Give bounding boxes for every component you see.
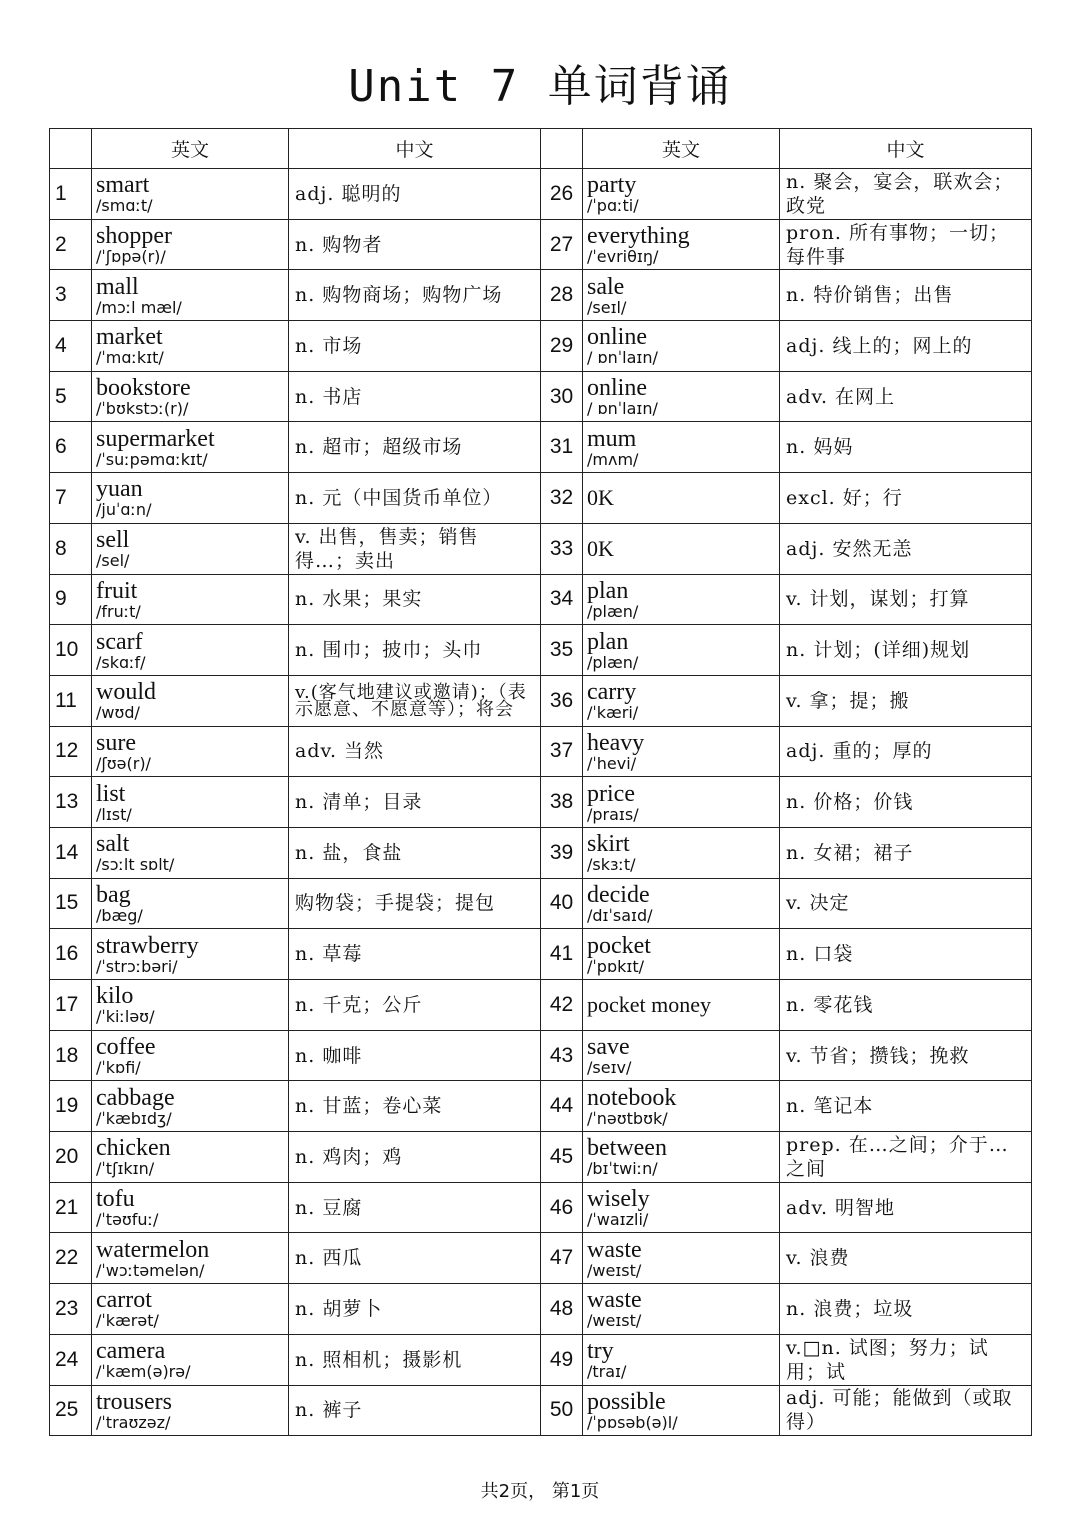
entry-number: 27	[541, 219, 583, 270]
phonetic: /skɑːf/	[96, 652, 146, 672]
phonetic: /ˈkæri/	[587, 703, 639, 723]
phonetic: /ˈtəʊfuː/	[96, 1210, 159, 1230]
entry-number: 22	[50, 1233, 92, 1284]
english-cell	[583, 574, 780, 625]
english-word: party	[587, 172, 637, 199]
chinese-meaning: adj. 线上的；网上的	[780, 321, 1032, 372]
english-cell	[583, 371, 780, 422]
english-word: fruit	[96, 577, 138, 604]
entry-number: 43	[541, 1030, 583, 1081]
english-word: heavy	[587, 729, 645, 756]
phonetic: /ˈtʃɪkɪn/	[96, 1159, 155, 1179]
table-row	[50, 1081, 1032, 1132]
chinese-meaning: n. 市场	[289, 321, 541, 372]
english-cell	[92, 321, 289, 372]
english-cell	[583, 1284, 780, 1335]
entry-number: 32	[541, 473, 583, 524]
phonetic: /weɪst/	[587, 1311, 642, 1331]
phonetic: /ˈkæm(ə)rə/	[96, 1362, 191, 1382]
chinese-meaning: n. 特价销售；出售	[780, 270, 1032, 321]
entry-number: 34	[541, 574, 583, 625]
table-row	[50, 625, 1032, 676]
english-word: camera	[96, 1338, 166, 1365]
chinese-meaning: n. 计划；(详细)规划	[780, 625, 1032, 676]
chinese-meaning: v. 出售，售卖；销售得…；卖出	[289, 523, 541, 574]
entry-number: 31	[541, 422, 583, 473]
table-row	[50, 1284, 1032, 1335]
english-cell	[92, 574, 289, 625]
english-cell	[92, 1132, 289, 1183]
entry-number: 14	[50, 827, 92, 878]
english-cell	[583, 827, 780, 878]
phonetic: /ˈʃɒpə(r)/	[96, 247, 166, 267]
english-cell	[583, 219, 780, 270]
english-word: carry	[587, 679, 637, 706]
entry-number: 9	[50, 574, 92, 625]
english-cell	[583, 675, 780, 726]
entry-number: 16	[50, 929, 92, 980]
phonetic: /juˈɑːn/	[96, 500, 152, 520]
entry-number: 37	[541, 726, 583, 777]
entry-number: 46	[541, 1182, 583, 1233]
chinese-meaning: 购物袋；手提袋；提包	[289, 878, 541, 929]
entry-number: 11	[50, 675, 92, 726]
chinese-meaning: v.(客气地建议或邀请)；（表示愿意、不愿意等）；将会	[289, 675, 541, 726]
table-row	[50, 523, 1032, 574]
table-row	[50, 169, 1032, 220]
phonetic: /bæg/	[96, 905, 143, 925]
chinese-meaning: v. 拿；提；搬	[780, 675, 1032, 726]
english-cell	[92, 777, 289, 828]
english-word: online	[587, 375, 647, 402]
english-word: pocket	[587, 932, 651, 959]
vocabulary-table	[49, 128, 1032, 1436]
entry-number: 13	[50, 777, 92, 828]
phonetic: /ˈnəʊtbʊk/	[587, 1108, 668, 1128]
english-word: list	[96, 780, 126, 807]
table-row	[50, 1385, 1032, 1436]
phonetic: /seɪv/	[587, 1058, 632, 1078]
english-cell	[583, 321, 780, 372]
phonetic: /ˈstrɔːbəri/	[96, 956, 178, 976]
table-row	[50, 1132, 1032, 1183]
english-cell	[583, 878, 780, 929]
phonetic: /sɔːlt sɒlt/	[96, 855, 175, 875]
english-cell	[92, 980, 289, 1031]
chinese-meaning: n. 书店	[289, 371, 541, 422]
chinese-meaning: n. 裤子	[289, 1385, 541, 1436]
table-row	[50, 1030, 1032, 1081]
english-cell	[583, 1081, 780, 1132]
english-cell	[583, 726, 780, 777]
english-word: salt	[96, 831, 130, 858]
entry-number: 23	[50, 1284, 92, 1335]
phonetic: /ʃʊə(r)/	[96, 753, 151, 773]
entry-number: 2	[50, 219, 92, 270]
english-cell	[583, 625, 780, 676]
english-word: notebook	[587, 1084, 677, 1111]
chinese-meaning: n. 豆腐	[289, 1182, 541, 1233]
table-header-row	[50, 129, 1032, 169]
phonetic: /ˈmɑːkɪt/	[96, 348, 164, 368]
english-cell	[583, 1182, 780, 1233]
chinese-meaning: adv. 当然	[289, 726, 541, 777]
english-word: price	[587, 780, 635, 807]
english-cell	[92, 726, 289, 777]
english-word: trousers	[96, 1388, 172, 1415]
chinese-meaning: n. 女裙；裙子	[780, 827, 1032, 878]
table-row	[50, 1182, 1032, 1233]
chinese-meaning: n. 聚会，宴会，联欢会；政党	[780, 169, 1032, 220]
entry-number: 50	[541, 1385, 583, 1436]
entry-number: 17	[50, 980, 92, 1031]
entry-number: 47	[541, 1233, 583, 1284]
chinese-meaning: n. 咖啡	[289, 1030, 541, 1081]
english-word: scarf	[96, 628, 143, 655]
page-footer: 共2页， 第1页	[480, 1481, 600, 1502]
english-word: would	[96, 679, 156, 706]
phonetic: /ˈwɔːtəmelən/	[96, 1260, 205, 1280]
english-cell	[92, 1182, 289, 1233]
table-row	[50, 980, 1032, 1031]
header-number	[541, 129, 583, 169]
entry-number: 20	[50, 1132, 92, 1183]
english-word: waste	[587, 1287, 642, 1314]
phonetic: /traɪ/	[587, 1362, 627, 1382]
english-word: supermarket	[96, 425, 215, 452]
entry-number: 12	[50, 726, 92, 777]
chinese-meaning: adj. 安然无恙	[780, 523, 1032, 574]
chinese-meaning: n. 千克；公斤	[289, 980, 541, 1031]
chinese-meaning: adj. 可能；能做到（或取得）	[780, 1385, 1032, 1436]
chinese-meaning: n. 西瓜	[289, 1233, 541, 1284]
english-cell	[92, 1284, 289, 1335]
entry-number: 5	[50, 371, 92, 422]
header-english: 英文	[583, 129, 780, 169]
chinese-meaning: v.□n. 试图；努力；试用；试	[780, 1334, 1032, 1385]
entry-number: 40	[541, 878, 583, 929]
chinese-meaning: adv. 在网上	[780, 371, 1032, 422]
chinese-meaning: n. 口袋	[780, 929, 1032, 980]
chinese-meaning: n. 甘蓝；卷心菜	[289, 1081, 541, 1132]
english-cell	[583, 929, 780, 980]
english-word: yuan	[96, 476, 143, 503]
chinese-meaning: n. 购物商场；购物广场	[289, 270, 541, 321]
entry-number: 45	[541, 1132, 583, 1183]
entry-number: 39	[541, 827, 583, 878]
chinese-meaning: n. 鸡肉；鸡	[289, 1132, 541, 1183]
english-word: market	[96, 324, 163, 351]
english-cell	[92, 1385, 289, 1436]
entry-number: 4	[50, 321, 92, 372]
english-cell	[92, 827, 289, 878]
english-word: carrot	[96, 1287, 152, 1314]
english-word: sure	[96, 729, 136, 756]
chinese-meaning: n. 盐，食盐	[289, 827, 541, 878]
phonetic: /mʌm/	[587, 449, 639, 469]
english-cell	[583, 270, 780, 321]
english-cell	[583, 777, 780, 828]
english-word: online	[587, 324, 647, 351]
phonetic: /ˈkiːləʊ/	[96, 1007, 155, 1027]
header-english: 英文	[92, 129, 289, 169]
english-cell	[92, 625, 289, 676]
chinese-meaning: excl. 好；行	[780, 473, 1032, 524]
phonetic: /praɪs/	[587, 804, 639, 824]
phonetic: /dɪˈsaɪd/	[587, 905, 653, 925]
table-row	[50, 1233, 1032, 1284]
english-cell	[92, 929, 289, 980]
english-word: cabbage	[96, 1084, 175, 1111]
chinese-meaning: n. 围巾；披巾；头巾	[289, 625, 541, 676]
entry-number: 29	[541, 321, 583, 372]
english-word: shopper	[96, 223, 172, 250]
entry-number: 38	[541, 777, 583, 828]
phonetic: /sel/	[96, 551, 130, 571]
chinese-meaning: n. 超市；超级市场	[289, 422, 541, 473]
english-cell	[92, 523, 289, 574]
english-word: 0K	[587, 484, 614, 510]
phonetic: / ɒnˈlaɪn/	[587, 348, 658, 368]
english-word: sale	[587, 273, 625, 300]
english-word: sell	[96, 527, 130, 554]
english-cell	[583, 980, 780, 1031]
phonetic: /ˈwaɪzli/	[587, 1210, 649, 1230]
chinese-meaning: n. 清单；目录	[289, 777, 541, 828]
entry-number: 36	[541, 675, 583, 726]
phonetic: / ɒnˈlaɪn/	[587, 399, 658, 419]
chinese-meaning: n. 价格；价钱	[780, 777, 1032, 828]
chinese-meaning: n. 照相机；摄影机	[289, 1334, 541, 1385]
chinese-meaning: n. 水果；果实	[289, 574, 541, 625]
english-cell	[583, 473, 780, 524]
english-word: coffee	[96, 1034, 156, 1061]
phonetic: /wʊd/	[96, 703, 140, 723]
english-word: tofu	[96, 1186, 135, 1213]
english-word: strawberry	[96, 932, 199, 959]
phonetic: /plæn/	[587, 652, 639, 672]
phonetic: /ˈbʊkstɔː(r)/	[96, 399, 189, 419]
chinese-meaning: n. 浪费；垃圾	[780, 1284, 1032, 1335]
english-cell	[92, 1030, 289, 1081]
english-word: decide	[587, 881, 650, 908]
phonetic: /ˈkɒfi/	[96, 1058, 141, 1078]
header-chinese: 中文	[289, 129, 541, 169]
page-title: Unit 7 单词背诵	[348, 61, 732, 112]
entry-number: 49	[541, 1334, 583, 1385]
english-word: kilo	[96, 983, 134, 1010]
english-cell	[92, 169, 289, 220]
phonetic: /skɜːt/	[587, 855, 636, 875]
english-cell	[92, 878, 289, 929]
table-row	[50, 219, 1032, 270]
phonetic: /mɔːl mæl/	[96, 297, 182, 317]
english-word: between	[587, 1135, 667, 1162]
english-cell	[583, 422, 780, 473]
english-word: possible	[587, 1388, 666, 1415]
phonetic: /ˈkæbɪdʒ/	[96, 1108, 172, 1128]
english-cell	[583, 169, 780, 220]
phonetic: /ˈevriθɪŋ/	[587, 247, 659, 267]
entry-number: 19	[50, 1081, 92, 1132]
chinese-meaning: n. 元（中国货币单位）	[289, 473, 541, 524]
entry-number: 26	[541, 169, 583, 220]
entry-number: 28	[541, 270, 583, 321]
entry-number: 6	[50, 422, 92, 473]
english-word: smart	[96, 172, 150, 199]
english-cell	[92, 371, 289, 422]
english-cell	[583, 1334, 780, 1385]
phonetic: /lɪst/	[96, 804, 132, 824]
table-row	[50, 321, 1032, 372]
chinese-meaning: n. 草莓	[289, 929, 541, 980]
phonetic: /ˈpɒkɪt/	[587, 956, 644, 976]
phonetic: /ˈhevi/	[587, 753, 637, 773]
entry-number: 25	[50, 1385, 92, 1436]
entry-number: 44	[541, 1081, 583, 1132]
table-body	[50, 169, 1032, 1436]
table-row	[50, 270, 1032, 321]
chinese-meaning: n. 购物者	[289, 219, 541, 270]
chinese-meaning: adv. 明智地	[780, 1182, 1032, 1233]
phonetic: /ˈpɑːti/	[587, 196, 639, 216]
entry-number: 35	[541, 625, 583, 676]
english-cell	[92, 219, 289, 270]
english-word: plan	[587, 577, 629, 604]
table-row	[50, 574, 1032, 625]
phonetic: /ˈkærət/	[96, 1311, 159, 1331]
table-row	[50, 878, 1032, 929]
english-word: plan	[587, 628, 629, 655]
chinese-meaning: n. 笔记本	[780, 1081, 1032, 1132]
chinese-meaning: pron. 所有事物；一切；每件事	[780, 219, 1032, 270]
phonetic: /ˈtraʊzəz/	[96, 1412, 171, 1432]
table-row	[50, 1334, 1032, 1385]
english-word: mum	[587, 425, 637, 452]
entry-number: 24	[50, 1334, 92, 1385]
chinese-meaning: adj. 重的；厚的	[780, 726, 1032, 777]
entry-number: 48	[541, 1284, 583, 1335]
phonetic: /plæn/	[587, 601, 639, 621]
entry-number: 1	[50, 169, 92, 220]
english-word: wisely	[587, 1186, 650, 1213]
table-row	[50, 827, 1032, 878]
english-cell	[92, 1334, 289, 1385]
english-cell	[583, 1233, 780, 1284]
phonetic: /ˈpɒsəb(ə)l/	[587, 1412, 678, 1432]
entry-number: 21	[50, 1182, 92, 1233]
english-word: bag	[96, 881, 131, 908]
entry-number: 7	[50, 473, 92, 524]
entry-number: 8	[50, 523, 92, 574]
english-cell	[583, 1132, 780, 1183]
english-word: mall	[96, 273, 139, 300]
table-row	[50, 371, 1032, 422]
phonetic: /smɑːt/	[96, 196, 153, 216]
english-word: 0K	[587, 535, 614, 561]
chinese-meaning: n. 妈妈	[780, 422, 1032, 473]
english-cell	[583, 1385, 780, 1436]
english-cell	[583, 523, 780, 574]
chinese-meaning: n. 零花钱	[780, 980, 1032, 1031]
table-row	[50, 929, 1032, 980]
table-row	[50, 726, 1032, 777]
phonetic: /seɪl/	[587, 297, 627, 317]
chinese-meaning: v. 浪费	[780, 1233, 1032, 1284]
phonetic: /ˈsuːpəmɑːkɪt/	[96, 449, 208, 469]
entry-number: 42	[541, 980, 583, 1031]
chinese-meaning: v. 节省；攒钱；挽救	[780, 1030, 1032, 1081]
english-word: pocket money	[587, 991, 712, 1017]
header-number	[50, 129, 92, 169]
chinese-meaning: adj. 聪明的	[289, 169, 541, 220]
english-cell	[92, 1233, 289, 1284]
entry-number: 3	[50, 270, 92, 321]
entry-number: 18	[50, 1030, 92, 1081]
english-word: chicken	[96, 1135, 171, 1162]
english-word: everything	[587, 223, 690, 250]
english-word: save	[587, 1034, 630, 1061]
entry-number: 15	[50, 878, 92, 929]
english-word: watermelon	[96, 1236, 210, 1263]
phonetic: /weɪst/	[587, 1260, 642, 1280]
english-cell	[92, 473, 289, 524]
english-cell	[92, 675, 289, 726]
phonetic: /bɪˈtwiːn/	[587, 1159, 658, 1179]
english-word: skirt	[587, 831, 630, 858]
entry-number: 41	[541, 929, 583, 980]
chinese-meaning: n. 胡萝卜	[289, 1284, 541, 1335]
english-word: bookstore	[96, 375, 191, 402]
english-cell	[92, 270, 289, 321]
entry-number: 33	[541, 523, 583, 574]
chinese-meaning: v. 决定	[780, 878, 1032, 929]
english-cell	[92, 1081, 289, 1132]
header-chinese: 中文	[780, 129, 1032, 169]
chinese-meaning: v. 计划，谋划；打算	[780, 574, 1032, 625]
table-row	[50, 777, 1032, 828]
english-word: waste	[587, 1236, 642, 1263]
table-row	[50, 473, 1032, 524]
table-row	[50, 675, 1032, 726]
english-cell	[92, 422, 289, 473]
english-word: try	[587, 1338, 614, 1365]
table-row	[50, 422, 1032, 473]
entry-number: 30	[541, 371, 583, 422]
entry-number: 10	[50, 625, 92, 676]
english-cell	[583, 1030, 780, 1081]
phonetic: /fruːt/	[96, 601, 141, 621]
chinese-meaning: prep. 在…之间；介于…之间	[780, 1132, 1032, 1183]
